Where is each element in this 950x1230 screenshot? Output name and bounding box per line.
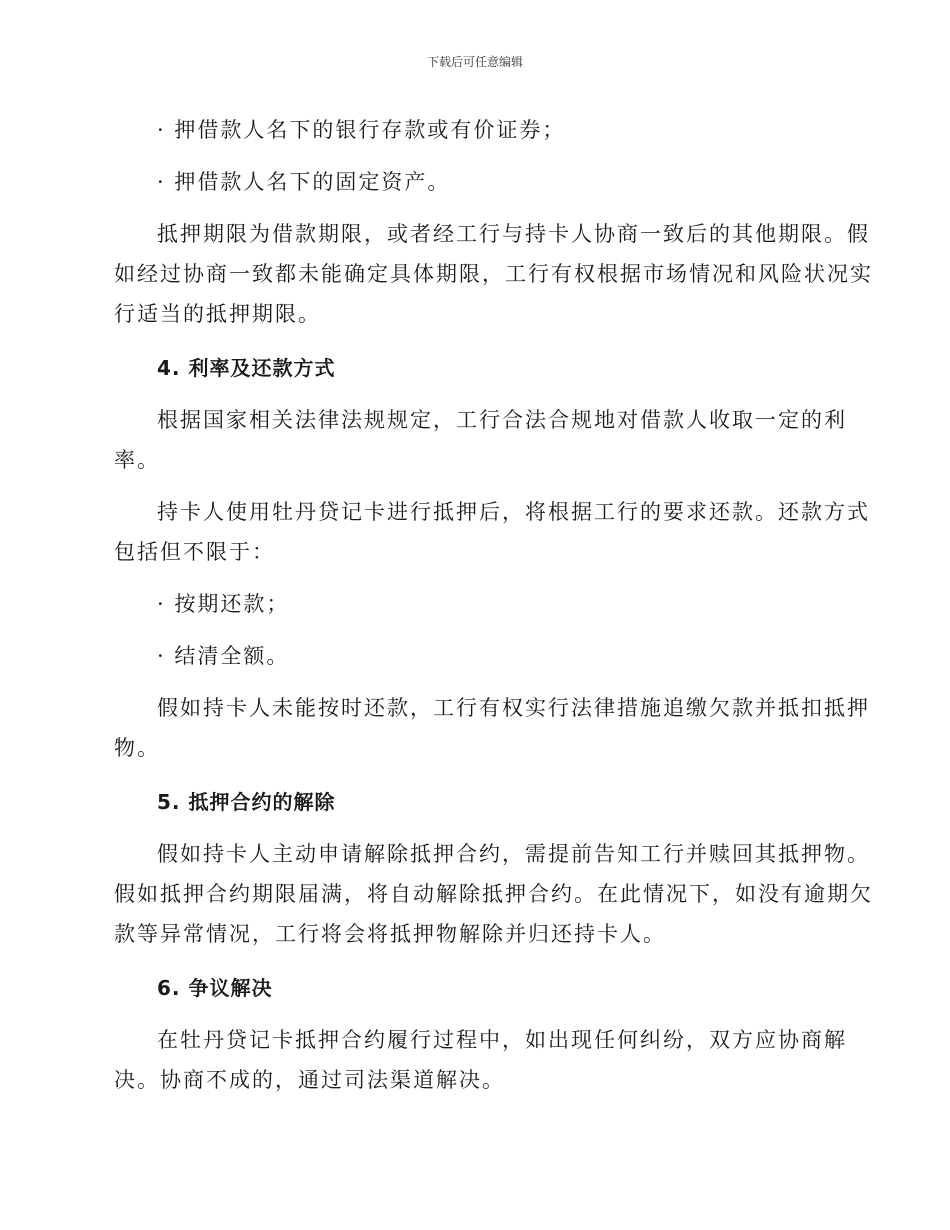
paragraph-termination	[114, 834, 873, 954]
bullet-item: · 结清全额。	[157, 644, 290, 668]
section-heading-6: 6. 争议解决	[157, 976, 273, 1000]
paragraph-line: 如经过协商一致都未能确定具体期限，工行有权根据市场情况和风险状况实	[114, 262, 873, 286]
paragraph-line: 假如抵押合约期限届满，将自动解除抵押合约。在此情况下，如没有逾期欠	[114, 882, 873, 906]
paragraph-line: 根据国家相关法律法规规定，工行合法合规地对借款人收取一定的利	[157, 408, 847, 432]
paragraph-line: 款等异常情况，工行将会将抵押物解除并归还持卡人。	[114, 922, 666, 946]
section-heading-5: 5. 抵押合约的解除	[157, 790, 336, 814]
paragraph-repayment	[114, 492, 870, 572]
bullet-item: · 押借款人名下的固定资产。	[157, 170, 451, 194]
bullet-item: · 押借款人名下的银行存款或有价证券；	[157, 118, 566, 142]
section-heading-4: 4. 利率及还款方式	[157, 356, 336, 380]
document-body	[114, 110, 873, 1100]
paragraph-line: 行适当的抵押期限。	[114, 302, 321, 326]
paragraph-line: 假如持卡人未能按时还款，工行有权实行法律措施追缴欠款并抵扣抵押	[157, 696, 870, 720]
paragraph-dispute	[114, 1020, 847, 1100]
paragraph-mortgage-term	[114, 214, 873, 334]
paragraph-line: 假如持卡人主动申请解除抵押合约，需提前告知工行并赎回其抵押物。	[157, 842, 870, 866]
page-header: 下载后可任意编辑	[426, 55, 523, 69]
paragraph-default	[114, 688, 870, 768]
paragraph-line: 率。	[114, 448, 160, 472]
paragraph-line: 持卡人使用牡丹贷记卡进行抵押后，将根据工行的要求还款。还款方式	[157, 500, 870, 524]
paragraph-line: 抵押期限为借款期限，或者经工行与持卡人协商一致后的其他期限。假	[157, 222, 870, 246]
paragraph-interest	[114, 400, 847, 480]
paragraph-line: 在牡丹贷记卡抵押合约履行过程中，如出现任何纠纷，双方应协商解	[157, 1028, 847, 1052]
paragraph-line: 决。协商不成的，通过司法渠道解决。	[114, 1068, 505, 1092]
bullet-item: · 按期还款；	[157, 592, 290, 616]
paragraph-line: 包括但不限于：	[114, 540, 275, 564]
paragraph-line: 物。	[114, 736, 160, 760]
